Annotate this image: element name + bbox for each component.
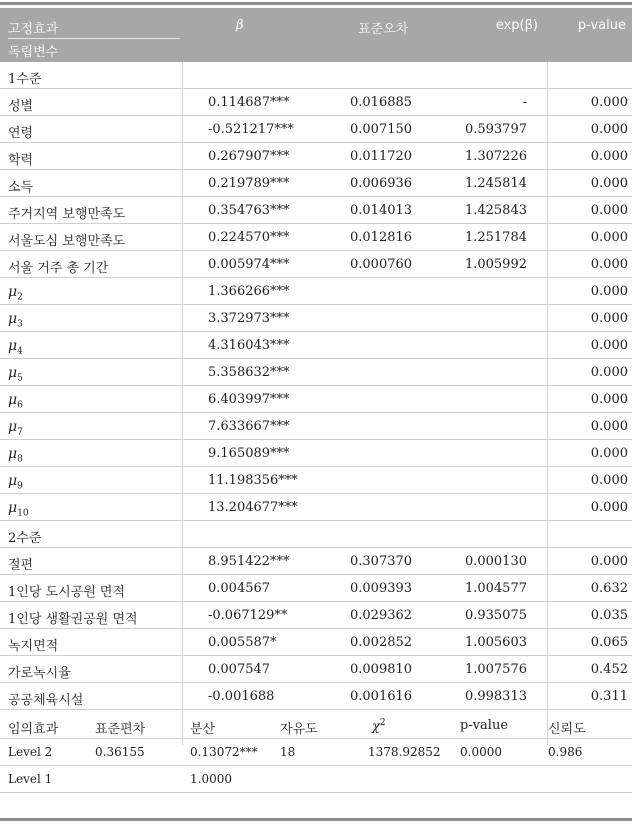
section-label: 1수준: [8, 72, 42, 87]
table-row: [0, 494, 632, 521]
beta-value: 11.198356***: [208, 473, 298, 488]
p-value: 0.000: [590, 365, 628, 380]
random-effects-cell: 0.0000: [460, 745, 502, 759]
random-effects-cell: 0.986: [548, 745, 583, 759]
table-row: [0, 548, 632, 575]
p-value: 0.000: [590, 473, 628, 488]
section-label: 2수준: [8, 531, 42, 546]
p-value: 0.000: [590, 95, 628, 110]
p-value: 0.632: [590, 581, 628, 596]
variable-name: 소득: [8, 180, 34, 195]
p-value: 0.000: [590, 392, 628, 407]
variable-name: 1인당 생활권공원 면적: [8, 612, 138, 627]
threshold-label: $\mu_5$: [8, 365, 23, 384]
threshold-label: $\mu_{10}$: [8, 500, 29, 519]
beta-value: 4.316043***: [208, 338, 290, 353]
random-effects-cell: 0.36155: [95, 745, 145, 759]
random-header-cell: p-value: [460, 718, 509, 733]
standard-error-value: 0.009810: [350, 662, 413, 677]
standard-error-value: 0.011720: [350, 149, 413, 164]
table-row: [0, 332, 632, 359]
p-value: 0.311: [590, 689, 628, 704]
random-header-cell: 표준편차: [95, 722, 146, 737]
p-value: 0.452: [590, 662, 628, 677]
table-row: [0, 197, 632, 224]
exp-beta-value: 1.005992: [464, 257, 527, 272]
variable-name: 가로녹시율: [8, 666, 71, 681]
variable-name: 서울도심 보행만족도: [8, 234, 126, 249]
header-fixed-effect: 고정효과: [8, 22, 59, 37]
section-row: [0, 521, 632, 548]
beta-value: -0.521217***: [208, 122, 294, 137]
table-row: [0, 89, 632, 116]
p-value: 0.000: [590, 176, 628, 191]
table-row: [0, 386, 632, 413]
table-row: [0, 575, 632, 602]
beta-value: 9.165089***: [208, 446, 290, 461]
section-row: [0, 62, 632, 89]
p-value: 0.000: [590, 203, 628, 218]
table-row: [0, 170, 632, 197]
column-divider: [547, 62, 548, 745]
table-bottom-rule: [0, 818, 632, 821]
random-header-cell: 임의효과: [8, 722, 59, 737]
random-effects-cell: Level 1: [8, 772, 53, 786]
exp-beta-value: 0.000130: [464, 554, 527, 569]
standard-error-value: 0.012816: [350, 230, 413, 245]
standard-error-value: 0.000760: [350, 257, 413, 272]
table-row: [0, 467, 632, 494]
random-effects-cell: Level 2: [8, 745, 53, 759]
header-exp-beta: exp(β): [495, 18, 538, 33]
beta-value: 0.354763***: [208, 203, 290, 218]
table-header: [0, 8, 632, 62]
threshold-label: $\mu_6$: [8, 392, 23, 411]
variable-name: 성별: [8, 99, 34, 114]
standard-error-value: 0.307370: [350, 554, 413, 569]
table-row: [0, 251, 632, 278]
p-value: 0.000: [590, 122, 628, 137]
table-row: [0, 305, 632, 332]
random-effects-cell: 1378.92852: [368, 745, 441, 759]
table-row: [0, 440, 632, 467]
exp-beta-value: 1.307226: [464, 149, 527, 164]
exp-beta-value: 0.935075: [464, 608, 527, 623]
standard-error-value: 0.002852: [350, 635, 413, 650]
table-row: [0, 224, 632, 251]
random-header-cell: $\chi^2$: [372, 718, 386, 735]
beta-value: 0.004567: [208, 581, 271, 596]
table-row: [0, 629, 632, 656]
threshold-label: $\mu_9$: [8, 473, 23, 492]
p-value: 0.000: [590, 419, 628, 434]
exp-beta-value: 0.593797: [464, 122, 527, 137]
variable-name: 녹지면적: [8, 639, 59, 654]
table-row: [0, 116, 632, 143]
threshold-label: $\mu_8$: [8, 446, 23, 465]
standard-error-value: 0.001616: [350, 689, 413, 704]
variable-name: 연령: [8, 126, 34, 141]
exp-beta-value: 1.425843: [464, 203, 527, 218]
standard-error-value: 0.029362: [350, 608, 413, 623]
beta-value: 0.114687***: [208, 95, 290, 110]
beta-value: 13.204677***: [208, 500, 298, 515]
header-p-value: p-value: [577, 18, 626, 33]
variable-name: 학력: [8, 153, 34, 168]
table-row: [0, 602, 632, 629]
beta-value: 5.358632***: [208, 365, 290, 380]
table-row: [0, 278, 632, 305]
variable-name: 공공체육시설: [8, 693, 84, 708]
beta-value: 0.224570***: [208, 230, 290, 245]
threshold-label: $\mu_2$: [8, 284, 23, 303]
random-effects-row: [0, 739, 632, 766]
exp-beta-value: 1.245814: [464, 176, 527, 191]
random-effects-cell: 18: [280, 745, 296, 759]
header-independent-variable: 독립변수: [8, 45, 59, 60]
random-header-cell: 분산: [190, 722, 216, 737]
standard-error-value: 0.014013: [350, 203, 413, 218]
standard-error-value: 0.006936: [350, 176, 413, 191]
header-divider: [8, 38, 180, 39]
p-value: 0.000: [590, 554, 628, 569]
beta-value: 7.633667***: [208, 419, 290, 434]
table-top-rule: [0, 2, 632, 5]
p-value: 0.000: [590, 500, 628, 515]
variable-name: 서울 거주 총 기간: [8, 261, 109, 276]
p-value: 0.000: [590, 338, 628, 353]
random-effects-row: [0, 766, 632, 793]
exp-beta-value: 0.998313: [464, 689, 527, 704]
exp-beta-value: 1.005603: [464, 635, 527, 650]
p-value: 0.000: [590, 284, 628, 299]
p-value: 0.000: [590, 230, 628, 245]
standard-error-value: 0.009393: [350, 581, 413, 596]
random-effects-cell: 0.13072***: [190, 745, 258, 759]
header-standard-error: 표준오차: [358, 22, 409, 37]
beta-value: 0.007547: [208, 662, 271, 677]
variable-name: 주거지역 보행만족도: [8, 207, 126, 222]
variable-name: 절편: [8, 558, 34, 573]
random-header-cell: 신뢰도: [548, 722, 586, 737]
beta-value: -0.067129**: [208, 608, 288, 623]
header-beta: β: [236, 18, 244, 33]
p-value: 0.035: [590, 608, 628, 623]
standard-error-value: 0.016885: [350, 95, 413, 110]
exp-beta-value: 1.004577: [464, 581, 527, 596]
column-divider: [182, 62, 183, 745]
beta-value: 8.951422***: [208, 554, 290, 569]
beta-value: 6.403997***: [208, 392, 290, 407]
standard-error-value: 0.007150: [350, 122, 413, 137]
beta-value: 0.219789***: [208, 176, 290, 191]
table-row: [0, 683, 632, 710]
p-value: 0.000: [590, 149, 628, 164]
beta-value: 0.267907***: [208, 149, 290, 164]
beta-value: 0.005974***: [208, 257, 290, 272]
threshold-label: $\mu_3$: [8, 311, 23, 330]
beta-value: 0.005587*: [208, 635, 277, 650]
random-effects-header: [0, 712, 632, 739]
random-effects-cell: 1.0000: [190, 772, 232, 786]
table-row: [0, 656, 632, 683]
p-value: 0.065: [590, 635, 628, 650]
exp-beta-value: -: [522, 95, 527, 110]
p-value: 0.000: [590, 446, 628, 461]
p-value: 0.000: [590, 311, 628, 326]
exp-beta-value: 1.251784: [464, 230, 527, 245]
table-row: [0, 413, 632, 440]
variable-name: 1인당 도시공원 면적: [8, 585, 125, 600]
threshold-label: $\mu_7$: [8, 419, 23, 438]
exp-beta-value: 1.007576: [464, 662, 527, 677]
beta-value: 3.372973***: [208, 311, 290, 326]
beta-value: -0.001688: [208, 689, 275, 704]
beta-value: 1.366266***: [208, 284, 290, 299]
table-row: [0, 359, 632, 386]
p-value: 0.000: [590, 257, 628, 272]
random-header-cell: 자유도: [280, 722, 318, 737]
table-row: [0, 143, 632, 170]
threshold-label: $\mu_4$: [8, 338, 23, 357]
